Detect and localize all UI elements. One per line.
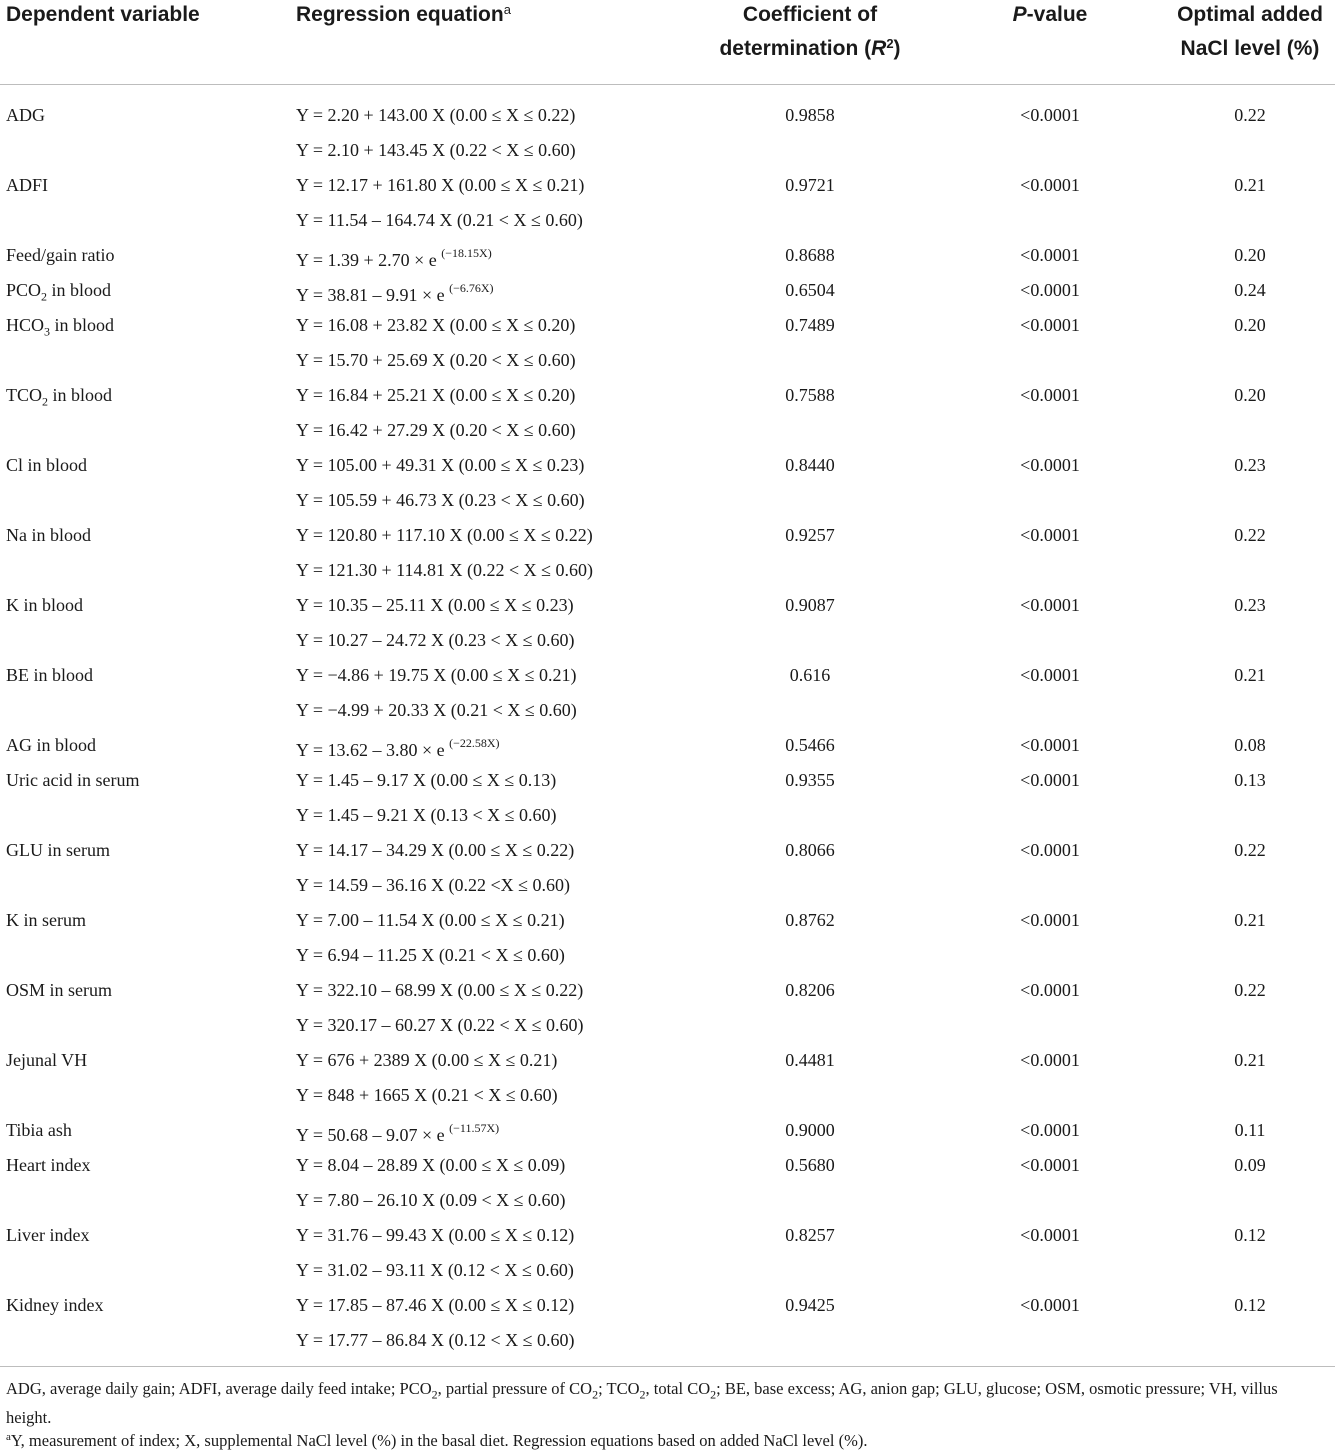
table-row (0, 203, 1335, 238)
cell-r-squared: 0.4481 (785, 1050, 835, 1070)
cell-p-value: <0.0001 (1020, 105, 1080, 125)
cell-p-value: <0.0001 (1020, 1225, 1080, 1245)
cell-dependent-variable: K in blood (6, 595, 84, 615)
header-regression-equation (296, 0, 511, 34)
table-row (0, 833, 1335, 868)
cell-regression-equation: Y = 17.77 – 86.84 X (0.12 < X ≤ 0.60) (296, 1330, 575, 1350)
header-optimal-nacl (1160, 0, 1335, 66)
cell-dependent-variable: Uric acid in serum (6, 770, 140, 790)
table-row (0, 448, 1335, 483)
cell-p-value: <0.0001 (1020, 455, 1080, 475)
cell-dependent-variable: K in serum (6, 910, 86, 930)
cell-regression-equation: Y = 6.94 – 11.25 X (0.21 < X ≤ 0.60) (296, 945, 565, 965)
table-row (0, 413, 1335, 448)
cell-dependent-variable: Heart index (6, 1155, 91, 1175)
header-p-rest: -value (1026, 3, 1088, 26)
cell-regression-equation: Y = 15.70 + 25.69 X (0.20 < X ≤ 0.60) (296, 350, 576, 370)
cell-p-value: <0.0001 (1020, 525, 1080, 545)
cell-r-squared: 0.9087 (785, 595, 835, 615)
cell-p-value: <0.0001 (1020, 665, 1080, 685)
table-row (0, 483, 1335, 518)
cell-regression-equation: Y = −4.99 + 20.33 X (0.21 < X ≤ 0.60) (296, 700, 577, 720)
header-coef-line1: Coefficient of (742, 3, 878, 26)
cell-p-value: <0.0001 (1020, 910, 1080, 930)
header-p-italic: P (1012, 3, 1027, 26)
cell-regression-equation: Y = −4.86 + 19.75 X (0.00 ≤ X ≤ 0.21) (296, 665, 577, 685)
table-body (0, 85, 1335, 1363)
cell-r-squared: 0.5466 (785, 735, 835, 755)
cell-regression-equation: Y = 2.10 + 143.45 X (0.22 < X ≤ 0.60) (296, 140, 576, 160)
cell-optimal-nacl: 0.20 (1234, 245, 1266, 265)
header-coef-suffix: ) (893, 37, 901, 60)
cell-optimal-nacl: 0.22 (1234, 980, 1266, 1000)
cell-dependent-variable: GLU in serum (6, 840, 110, 860)
table-row (0, 1113, 1335, 1148)
cell-r-squared: 0.9000 (785, 1120, 835, 1140)
cell-dependent-variable: BE in blood (6, 665, 94, 685)
cell-r-squared: 0.9858 (785, 105, 835, 125)
table-row (0, 623, 1335, 658)
cell-optimal-nacl: 0.20 (1234, 315, 1266, 335)
table-row (0, 553, 1335, 588)
table-footnotes (0, 1366, 1335, 1455)
header-p-value (960, 0, 1140, 32)
cell-regression-equation: Y = 105.59 + 46.73 X (0.23 < X ≤ 0.60) (296, 490, 585, 510)
cell-dependent-variable: Kidney index (6, 1295, 104, 1315)
cell-regression-equation: Y = 322.10 – 68.99 X (0.00 ≤ X ≤ 0.22) (296, 980, 584, 1000)
footnote-abbreviations: ADG, average daily gain; ADFI, average daily feed intake; $PCO_2$, partial pressure of $CO_2$; $TCO_2$, total $CO_2$; BE, base excess; AG, anion gap; GLU, glucose; OSM, osmotic pressure; VH, villus height. (6, 1379, 1278, 1428)
cell-optimal-nacl: 0.12 (1234, 1225, 1266, 1245)
cell-regression-equation: Y = 17.85 – 87.46 X (0.00 ≤ X ≤ 0.12) (296, 1295, 575, 1315)
table-row (0, 1183, 1335, 1218)
cell-r-squared: 0.9355 (785, 770, 835, 790)
header-coef-line2 (700, 32, 920, 68)
cell-r-squared: 0.9257 (785, 525, 835, 545)
cell-regression-equation: Y = 14.17 – 34.29 X (0.00 ≤ X ≤ 0.22) (296, 840, 575, 860)
cell-dependent-variable: $TCO_2$ in blood (6, 385, 113, 409)
header-dependent-variable (6, 0, 200, 32)
cell-regression-equation: Y = 676 + 2389 X (0.00 ≤ X ≤ 0.21) (296, 1050, 558, 1070)
header-optimal-line2: NaCl level (%) (1180, 37, 1320, 60)
table-row (0, 1253, 1335, 1288)
table-row (0, 98, 1335, 133)
cell-optimal-nacl: 0.24 (1234, 280, 1266, 300)
cell-regression-equation: Y = 13.62 – 3.80 × e $^{(-22.58X)}$ (296, 736, 500, 760)
cell-r-squared: 0.9425 (785, 1295, 835, 1315)
cell-dependent-variable: $PCO_2$ in blood (6, 280, 112, 304)
cell-optimal-nacl: 0.23 (1234, 595, 1266, 615)
cell-regression-equation: Y = 2.20 + 143.00 X (0.00 ≤ X ≤ 0.22) (296, 105, 576, 125)
cell-p-value: <0.0001 (1020, 280, 1080, 300)
table-row (0, 343, 1335, 378)
cell-dependent-variable: Jejunal VH (6, 1050, 88, 1070)
cell-optimal-nacl: 0.21 (1234, 1050, 1266, 1070)
table-row (0, 168, 1335, 203)
cell-regression-equation: Y = 16.84 + 25.21 X (0.00 ≤ X ≤ 0.20) (296, 385, 576, 405)
cell-dependent-variable: AG in blood (6, 735, 96, 755)
cell-regression-equation: Y = 38.81 – 9.91 × e $^{(-6.76X)}$ (296, 281, 494, 305)
cell-regression-equation: Y = 7.00 – 11.54 X (0.00 ≤ X ≤ 0.21) (296, 910, 565, 930)
cell-optimal-nacl: 0.12 (1234, 1295, 1266, 1315)
cell-dependent-variable: Tibia ash (6, 1120, 72, 1140)
cell-p-value: <0.0001 (1020, 1050, 1080, 1070)
cell-regression-equation: Y = 31.76 – 99.43 X (0.00 ≤ X ≤ 0.12) (296, 1225, 575, 1245)
cell-r-squared: 0.8066 (785, 840, 835, 860)
footnote-a-marker: a (6, 1431, 11, 1444)
table-row (0, 728, 1335, 763)
cell-regression-equation: Y = 848 + 1665 X (0.21 < X ≤ 0.60) (296, 1085, 558, 1105)
cell-optimal-nacl: 0.20 (1234, 385, 1266, 405)
header-coef-exp: 2 (886, 36, 894, 51)
cell-p-value: <0.0001 (1020, 980, 1080, 1000)
table-row (0, 308, 1335, 343)
table-row (0, 1218, 1335, 1253)
cell-regression-equation: Y = 11.54 – 164.74 X (0.21 < X ≤ 0.60) (296, 210, 583, 230)
cell-optimal-nacl: 0.22 (1234, 840, 1266, 860)
cell-dependent-variable: ADG (6, 105, 45, 125)
table-row (0, 1008, 1335, 1043)
cell-p-value: <0.0001 (1020, 595, 1080, 615)
table-row (0, 798, 1335, 833)
cell-p-value: <0.0001 (1020, 1155, 1080, 1175)
cell-r-squared: 0.8688 (785, 245, 835, 265)
header-coef-prefix: determination ( (719, 37, 872, 60)
table-row (0, 1148, 1335, 1183)
cell-r-squared: 0.616 (789, 665, 831, 685)
table-row (0, 1078, 1335, 1113)
table-row (0, 903, 1335, 938)
table-row (0, 133, 1335, 168)
cell-dependent-variable: Feed/gain ratio (6, 245, 115, 265)
cell-p-value: <0.0001 (1020, 315, 1080, 335)
cell-optimal-nacl: 0.21 (1234, 665, 1266, 685)
cell-regression-equation: Y = 10.27 – 24.72 X (0.23 < X ≤ 0.60) (296, 630, 575, 650)
table-header (0, 0, 1335, 85)
cell-p-value: <0.0001 (1020, 385, 1080, 405)
cell-regression-equation: Y = 50.68 – 9.07 × e $^{(-11.57X)}$ (296, 1121, 500, 1145)
cell-regression-equation: Y = 1.39 + 2.70 × e $^{(-18.15X)}$ (296, 246, 492, 270)
cell-dependent-variable: ADFI (6, 175, 49, 195)
cell-r-squared: 0.7588 (785, 385, 835, 405)
cell-optimal-nacl: 0.21 (1234, 175, 1266, 195)
cell-r-squared: 0.7489 (785, 315, 835, 335)
table-row (0, 1323, 1335, 1358)
table-row (0, 1043, 1335, 1078)
cell-dependent-variable: $HCO_3$ in blood (6, 315, 115, 339)
header-regression-footnote-marker: a (503, 2, 511, 17)
cell-p-value: <0.0001 (1020, 1295, 1080, 1315)
cell-regression-equation: Y = 16.42 + 27.29 X (0.20 < X ≤ 0.60) (296, 420, 576, 440)
header-regression-label: Regression equation (296, 3, 504, 26)
header-dependent-label: Dependent variable (6, 3, 200, 26)
cell-regression-equation: Y = 16.08 + 23.82 X (0.00 ≤ X ≤ 0.20) (296, 315, 576, 335)
table-row (0, 868, 1335, 903)
cell-regression-equation: Y = 105.00 + 49.31 X (0.00 ≤ X ≤ 0.23) (296, 455, 585, 475)
cell-optimal-nacl: 0.22 (1234, 525, 1266, 545)
cell-p-value: <0.0001 (1020, 1120, 1080, 1140)
cell-r-squared: 0.8206 (785, 980, 835, 1000)
cell-p-value: <0.0001 (1020, 245, 1080, 265)
table-row (0, 238, 1335, 273)
cell-regression-equation: Y = 12.17 + 161.80 X (0.00 ≤ X ≤ 0.21) (296, 175, 585, 195)
table-row (0, 658, 1335, 693)
table-row (0, 973, 1335, 1008)
cell-optimal-nacl: 0.22 (1234, 105, 1266, 125)
footnote-a (0, 1429, 1335, 1455)
header-optimal-line1: Optimal added (1177, 3, 1323, 26)
cell-regression-equation: Y = 8.04 – 28.89 X (0.00 ≤ X ≤ 0.09) (296, 1155, 566, 1175)
table-row (0, 763, 1335, 798)
cell-regression-equation: Y = 121.30 + 114.81 X (0.22 < X ≤ 0.60) (296, 560, 593, 580)
cell-r-squared: 0.8257 (785, 1225, 835, 1245)
table-row (0, 273, 1335, 308)
cell-r-squared: 0.8762 (785, 910, 835, 930)
table-row (0, 938, 1335, 973)
table-row (0, 378, 1335, 413)
cell-r-squared: 0.6504 (785, 280, 835, 300)
cell-regression-equation: Y = 14.59 – 36.16 X (0.22 <X ≤ 0.60) (296, 875, 570, 895)
cell-optimal-nacl: 0.13 (1234, 770, 1266, 790)
cell-r-squared: 0.9721 (785, 175, 835, 195)
cell-p-value: <0.0001 (1020, 770, 1080, 790)
cell-p-value: <0.0001 (1020, 735, 1080, 755)
footnote-a-text: Y, measurement of index; X, supplemental NaCl level (%) in the basal diet. Regression equations based on added NaCl level (%). (10, 1431, 868, 1451)
cell-regression-equation: Y = 120.80 + 117.10 X (0.00 ≤ X ≤ 0.22) (296, 525, 593, 545)
cell-regression-equation: Y = 10.35 – 25.11 X (0.00 ≤ X ≤ 0.23) (296, 595, 574, 615)
cell-dependent-variable: Na in blood (6, 525, 91, 545)
cell-dependent-variable: OSM in serum (6, 980, 113, 1000)
cell-optimal-nacl: 0.08 (1234, 735, 1266, 755)
table-row (0, 588, 1335, 623)
cell-optimal-nacl: 0.09 (1234, 1155, 1266, 1175)
cell-p-value: <0.0001 (1020, 175, 1080, 195)
cell-optimal-nacl: 0.23 (1234, 455, 1266, 475)
table-row (0, 1288, 1335, 1323)
cell-dependent-variable: Cl in blood (6, 455, 88, 475)
cell-p-value: <0.0001 (1020, 840, 1080, 860)
cell-regression-equation: Y = 1.45 – 9.17 X (0.00 ≤ X ≤ 0.13) (296, 770, 557, 790)
cell-r-squared: 0.8440 (785, 455, 835, 475)
cell-regression-equation: Y = 7.80 – 26.10 X (0.09 < X ≤ 0.60) (296, 1190, 566, 1210)
cell-dependent-variable: Liver index (6, 1225, 90, 1245)
header-coef-r: R (871, 37, 887, 60)
cell-regression-equation: Y = 31.02 – 93.11 X (0.12 < X ≤ 0.60) (296, 1260, 574, 1280)
cell-regression-equation: Y = 1.45 – 9.21 X (0.13 < X ≤ 0.60) (296, 805, 557, 825)
cell-regression-equation: Y = 320.17 – 60.27 X (0.22 < X ≤ 0.60) (296, 1015, 584, 1035)
cell-optimal-nacl: 0.21 (1234, 910, 1266, 930)
cell-optimal-nacl: 0.11 (1234, 1120, 1266, 1140)
cell-r-squared: 0.5680 (785, 1155, 835, 1175)
table-row (0, 693, 1335, 728)
header-coefficient (700, 0, 920, 68)
table-row (0, 518, 1335, 553)
